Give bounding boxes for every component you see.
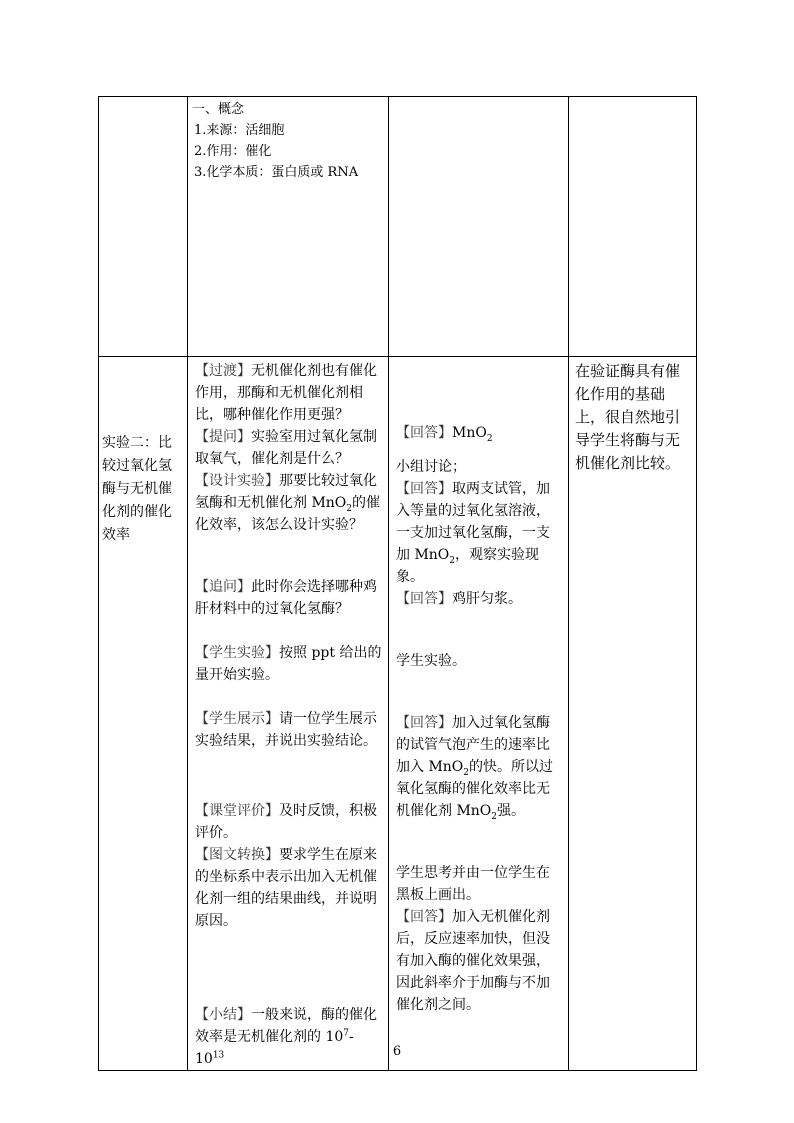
teacher-step: 【小结】一般来说，酶的催化效率是无机催化剂的 $10^7-10^{13}$ [195,1007,377,1067]
teacher-step: 【图文转换】要求学生在原来的坐标系中表示出加入无机催化剂一组的结果曲线，并说明原因。 [195,847,377,929]
student-answer: 【回答】加入过氧化氢酶的试管气泡产生的速率比加入 MnO$_2$的快。所以过氧化氢酶的催化效率比无机催化剂 MnO$_2$强。 [396,715,554,822]
student-think: 学生思考并由一位学生在黑板上画出。 [396,865,550,903]
teacher-step: 【设计实验】那要比较过氧化氢酶和无机催化剂 MnO$_2$的催化效率，该怎么设计实验？ [195,473,381,533]
design-intent-cell [569,357,697,1071]
experiment-label: 实验二：比较过氧化氢酶与无机催化剂的催化效率 [102,435,172,543]
teacher-step: 【追问】此时你会选择哪种鸡肝材料中的过氧化氢酶？ [195,579,377,617]
empty-cell [99,97,188,357]
teacher-step: 【课堂评价】及时反馈，积极评价。 [195,803,377,841]
student-activity-cell [389,357,569,1071]
teacher-activity-cell [188,357,389,1071]
teacher-step: 【学生实验】按照 ppt 给出的量开始实验。 [195,645,382,683]
concept-item: 2.作用：催化 [194,144,272,159]
concept-item: 3.化学本质：蛋白质或 RNA [194,165,359,180]
student-answer: 【回答】MnO$_2$ [396,425,493,444]
empty-cell [569,97,697,357]
concept-item: 1.来源：活细胞 [194,123,285,138]
teacher-step: 【提问】实验室用过氧化氢制取氧气，催化剂是什么？ [195,429,377,467]
table-row-concept [99,97,697,357]
table-row-experiment [99,357,697,1071]
teacher-step: 【学生展示】请一位学生展示实验结果，并说出实验结论。 [195,711,377,749]
concept-heading: 一、概念 [192,102,245,117]
empty-cell [389,97,569,357]
student-answer: 【回答】鸡肝匀浆。 [396,591,522,607]
teacher-step: 【过渡】无机催化剂也有催化作用，那酶和无机催化剂相比，哪种催化作用更强？ [195,363,377,423]
page-number: 6 [392,1044,402,1059]
experiment-label-cell [99,357,188,1071]
design-note: 在验证酶具有催化作用的基础上，很自然地引导学生将酶与无机催化剂比较。 [575,362,681,472]
concept-cell [188,97,389,357]
student-discussion: 小组讨论； [396,459,466,475]
student-answer: 【回答】加入无机催化剂后，反应速率加快，但没有加入酶的催化效果强，因此斜率介于加酶与不加催化剂之间。 [396,909,550,1013]
student-answer: 【回答】取两支试管，加入等量的过氧化氢溶液，一支加过氧化氢酶，一支加 MnO$_2$，观察实验现象。 [396,481,550,585]
student-experiment: 学生实验。 [396,653,466,669]
lesson-table [98,96,697,1071]
